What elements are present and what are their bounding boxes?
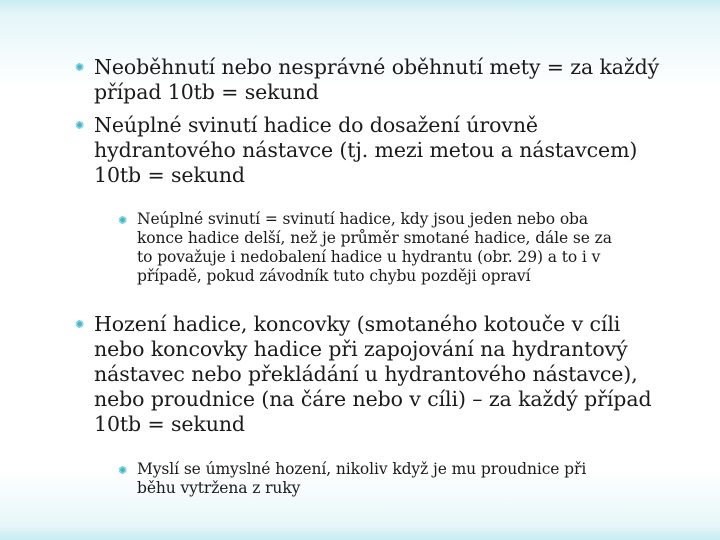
bullet-icon: ✺ <box>75 61 85 74</box>
bullet-text-line: Hození hadice, koncovky (smotaného kotouče v cíli <box>94 312 621 336</box>
sub-bullet-text-line: Neúplné svinutí = svinutí hadice, kdy jsou jeden nebo oba <box>137 210 589 228</box>
sub-bullet-text-line: to považuje i nedobalení hadice u hydrantu (obr. 29) a to i v <box>137 248 601 266</box>
bullet-text-line: nebo koncovky hadice při zapojování na hydrantový <box>94 337 628 361</box>
bullet-icon: ✺ <box>118 464 128 477</box>
bullet-text-line: Neúplné svinutí hadice do dosažení úrovně <box>94 113 538 137</box>
bullet-item <box>75 312 652 437</box>
bullet-text-line: 10tb = sekund <box>94 163 245 187</box>
bullet-icon: ✺ <box>75 318 85 331</box>
sub-bullet-text-line: běhu vytržena z ruky <box>137 479 301 497</box>
sub-bullet-item <box>118 460 587 498</box>
bullet-item <box>75 55 660 105</box>
bullet-icon: ✺ <box>118 214 128 227</box>
bullet-text-line: případ 10tb = sekund <box>94 80 319 104</box>
bullet-item <box>75 113 638 188</box>
bullet-text-line: 10tb = sekund <box>94 412 245 436</box>
bullet-text-line: nástavec nebo překládání u hydrantového nástavce), <box>94 362 638 386</box>
sub-bullet-text-line: konce hadice delší, než je průměr smotané hadice, dále se za <box>137 229 612 247</box>
bullet-text-line: hydrantového nástavce (tj. mezi metou a nástavcem) <box>94 138 638 162</box>
sub-bullet-text-line: případě, pokud závodník tuto chybu později opraví <box>137 267 531 285</box>
bullet-icon: ✺ <box>75 119 85 132</box>
bullet-text-line: nebo proudnice (na čáre nebo v cíli) – za každý případ <box>94 387 652 411</box>
sub-bullet-item <box>118 210 612 286</box>
sub-bullet-text-line: Myslí se úmyslné hození, nikoliv když je mu proudnice při <box>137 460 587 478</box>
bullet-text-line: Neoběhnutí nebo nesprávné oběhnutí mety = za každý <box>94 55 660 79</box>
